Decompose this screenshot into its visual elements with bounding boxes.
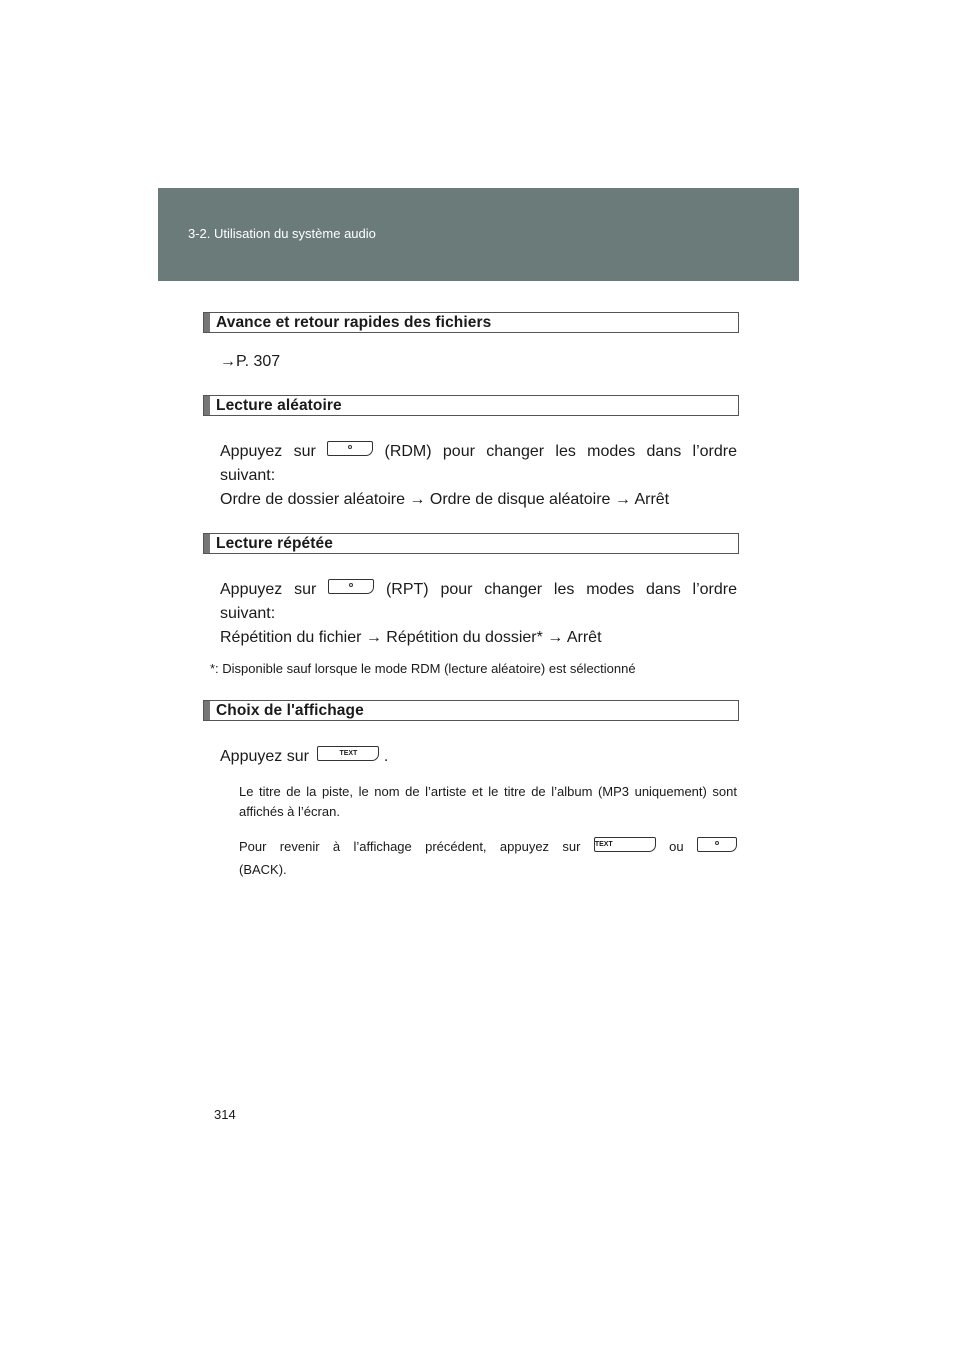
section-title: Avance et retour rapides des fichiers [216, 314, 492, 331]
chapter-title: 3-2. Utilisation du système audio [188, 226, 376, 241]
text-button-icon: TEXT [594, 837, 656, 852]
random-instruction-cont: suivant: [220, 467, 276, 484]
page-number: 314 [214, 1107, 236, 1122]
text-button-icon: TEXT [317, 746, 379, 761]
instruction-prefix: Appuyez sur [220, 581, 317, 598]
random-mode-sequence: Ordre de dossier aléatoire → Ordre de disque aléatoire → Arrêt [220, 491, 670, 508]
instruction-suffix: . [383, 748, 389, 765]
chapter-header [158, 188, 799, 281]
section-heading-fast-forward [203, 312, 739, 333]
instruction-prefix: Appuyez sur [220, 443, 316, 460]
repeat-instruction-line [220, 578, 737, 602]
instruction-prefix: Appuyez sur [220, 748, 309, 765]
heading-marker [204, 701, 210, 720]
display-instruction-line [220, 745, 737, 769]
info-or: ou [669, 839, 684, 854]
heading-marker [204, 396, 210, 415]
rpt-button-icon [328, 579, 374, 594]
instruction-suffix: (RDM) pour changer les modes dans l’ordre [384, 443, 737, 460]
display-back-info-cont: (BACK). [239, 862, 287, 877]
back-button-icon [697, 837, 737, 852]
section-title: Lecture aléatoire [216, 397, 342, 414]
heading-marker [204, 534, 210, 553]
instruction-suffix: (RPT) pour changer les modes dans l’ordre [385, 581, 738, 598]
section-heading-display [203, 700, 739, 721]
section-heading-repeat [203, 533, 739, 554]
heading-marker [204, 313, 210, 332]
section-title: Choix de l'affichage [216, 702, 364, 719]
display-info: Le titre de la piste, le nom de l’artiste et le titre de l’album (MP3 uniquement) sont affichés à l’écran. [239, 784, 737, 819]
display-back-info-line [239, 837, 737, 857]
repeat-mode-sequence: Répétition du fichier → Répétition du dossier* → Arrêt [220, 629, 602, 646]
repeat-instruction-cont: suivant: [220, 605, 276, 622]
section-heading-random [203, 395, 739, 416]
footnote: *: Disponible sauf lorsque le mode RDM (lecture aléatoire) est sélectionné [210, 661, 636, 676]
page-reference: →P. 307 [220, 353, 281, 370]
info-prefix: Pour revenir à l’affichage précédent, appuyez sur [239, 839, 581, 854]
rdm-button-icon [327, 441, 373, 456]
section-title: Lecture répétée [216, 535, 333, 552]
random-instruction-line [220, 440, 737, 464]
